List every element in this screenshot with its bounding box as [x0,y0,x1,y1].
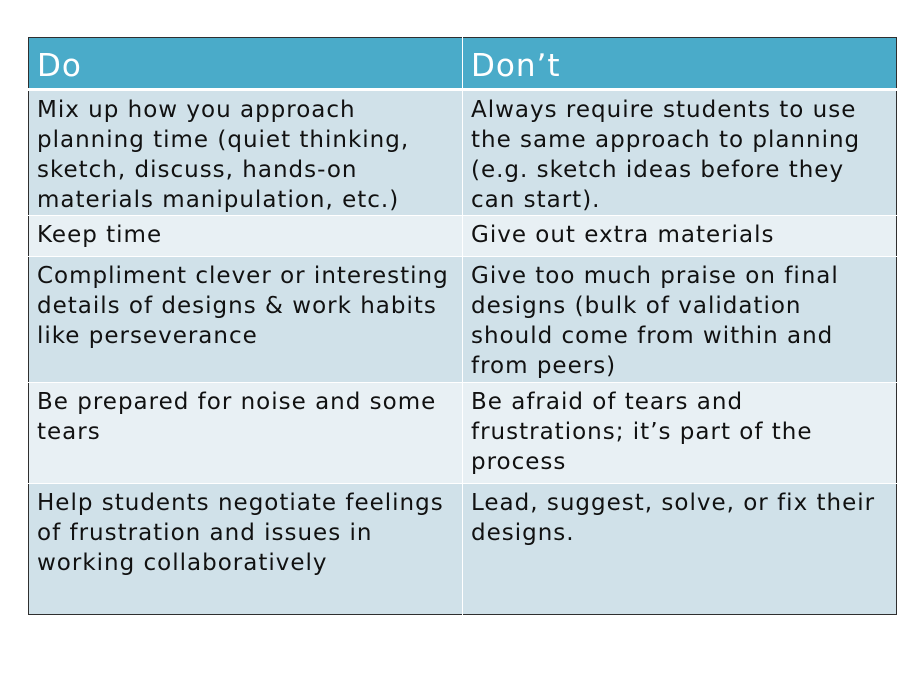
dont-cell: Be afraid of tears and frustrations; it’s part of the process [463,383,897,484]
do-cell: Keep time [29,216,463,257]
do-cell: Be prepared for noise and some tears [29,383,463,484]
do-dont-table [28,37,897,615]
do-cell: Mix up how you approach planning time (quiet thinking, sketch, discuss, hands-on materials manipulation, etc.) [29,90,463,216]
column-header-dont: Don’t [463,38,897,90]
dont-cell: Give out extra materials [463,216,897,257]
table-row [29,216,897,257]
dont-cell: Give too much praise on final designs (bulk of validation should come from within and from peers) [463,257,897,383]
dont-cell: Lead, suggest, solve, or fix their designs. [463,484,897,615]
table-header-row [29,38,897,90]
do-cell: Compliment clever or interesting details of designs & work habits like perseverance [29,257,463,383]
table-row [29,383,897,484]
table-row [29,90,897,216]
column-header-do: Do [29,38,463,90]
dont-cell: Always require students to use the same approach to planning (e.g. sketch ideas before they can start). [463,90,897,216]
do-cell: Help students negotiate feelings of frustration and issues in working collaboratively [29,484,463,615]
table-row [29,257,897,383]
table-row [29,484,897,615]
